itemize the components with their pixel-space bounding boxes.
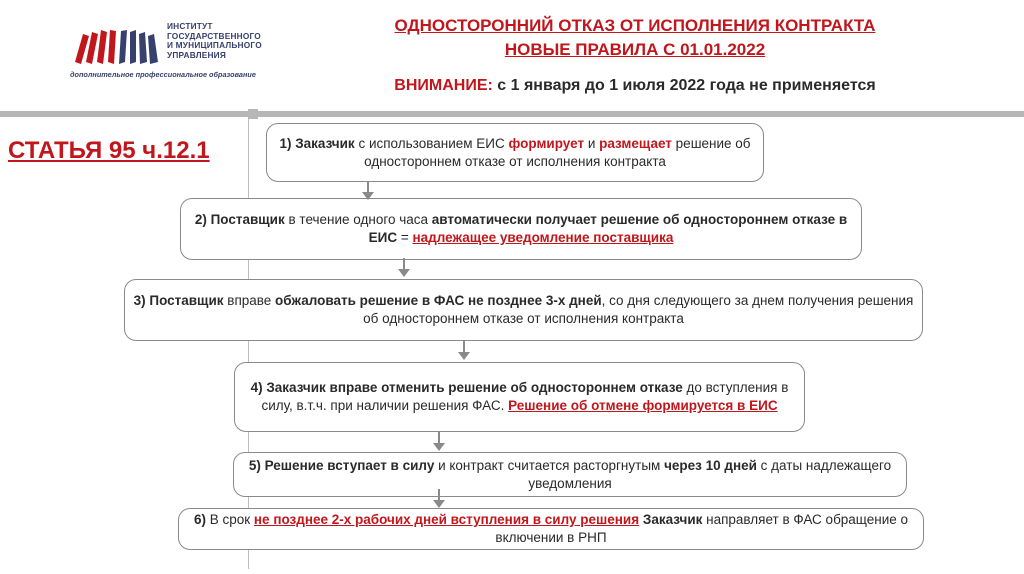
down-arrow-icon — [398, 258, 410, 278]
step-text-run: Заказчик — [642, 512, 703, 527]
step-text-run: 4) Заказчик вправе отменить решение об одностороннем отказе — [250, 380, 683, 395]
step-box-3 — [124, 279, 923, 341]
step-text-run: 5) Решение вступает в силу — [248, 457, 435, 473]
step-text-run: решение об одностороннем отказе от исполнения контракта — [364, 135, 751, 169]
step-text-run: 3) Поставщик — [133, 293, 224, 308]
logo-subtitle: дополнительное профессиональное образование — [70, 70, 256, 79]
books-logo-icon — [70, 20, 162, 66]
step-text-run: обжаловать решение в ФАС не позднее 3-х дней — [275, 293, 602, 308]
step-box-5 — [233, 452, 907, 497]
divider-square — [248, 109, 258, 119]
page-title — [300, 14, 970, 62]
step-box-4 — [234, 362, 805, 432]
step-text-run: и контракт считается расторгнутым — [434, 457, 665, 473]
step-text-run: , со дня следующего за днем получения решения об одностороннем отказе от исполнения контракта — [363, 293, 914, 326]
step-text — [275, 135, 755, 171]
step-text-run: 6) — [193, 512, 206, 527]
step-text-run: надлежащее уведомление поставщика — [412, 230, 674, 245]
logo-line: ГОСУДАРСТВЕННОГО — [167, 30, 261, 41]
warning-note — [300, 77, 970, 95]
title-line-2: НОВЫЕ ПРАВИЛА С 01.01.2022 — [504, 40, 766, 59]
institute-logo — [70, 20, 300, 80]
down-arrow-icon — [433, 489, 445, 509]
step-text-run: размещает — [599, 135, 672, 151]
logo-line: ИНСТИТУТ — [167, 21, 213, 31]
step-text-run: 2) Поставщик — [194, 212, 285, 227]
step-text-run: в течение одного часа — [284, 212, 432, 227]
logo-text — [167, 22, 262, 60]
step-text — [187, 511, 915, 547]
step-text-run: 1) Заказчик — [279, 135, 355, 151]
step-text-run: направляет в ФАС обращение о включении в РНП — [495, 512, 909, 545]
step-text-run: вправе — [223, 293, 276, 308]
step-text-run: через 10 дней — [664, 457, 757, 473]
step-text-run: с использованием ЕИС — [354, 135, 509, 151]
step-text-run: Решение об отмене формируется в ЕИС — [508, 398, 778, 413]
step-text — [189, 211, 853, 247]
down-arrow-icon — [433, 432, 445, 452]
step-text — [243, 379, 796, 415]
logo-line: И МУНИЦИПАЛЬНОГО — [167, 40, 262, 50]
warning-text: с 1 января до 1 июля 2022 года не применяется — [492, 77, 876, 94]
down-arrow-icon — [362, 181, 374, 201]
step-box-6 — [178, 508, 924, 550]
down-arrow-icon — [458, 341, 470, 361]
step-text — [133, 292, 914, 328]
step-text-run: В срок — [205, 512, 254, 527]
title-line-1: ОДНОСТОРОННИЙ ОТКАЗ ОТ ИСПОЛНЕНИЯ КОНТРАКТА — [394, 16, 876, 35]
step-text-run: и — [584, 135, 600, 151]
step-box-2 — [180, 198, 862, 260]
step-box-1 — [266, 123, 764, 182]
vertical-divider — [248, 119, 249, 569]
step-text-run: не позднее 2-х рабочих дней вступления в силу решения — [253, 512, 640, 527]
article-reference: СТАТЬЯ 95 ч.12.1 — [8, 137, 210, 164]
step-text-run: автоматически получает решение об одностороннем отказе в ЕИС — [368, 212, 848, 245]
step-text-run: формирует — [508, 135, 585, 151]
header-divider — [0, 111, 1024, 117]
step-text-run: = — [397, 230, 413, 245]
logo-line: УПРАВЛЕНИЯ — [167, 49, 226, 60]
warning-label: ВНИМАНИЕ: — [394, 77, 493, 94]
step-text — [242, 457, 898, 493]
step-text-run: с даты надлежащего уведомления — [528, 457, 892, 491]
step-text-run: до вступления в силу, в.т.ч. при наличии решения ФАС. — [261, 380, 789, 413]
